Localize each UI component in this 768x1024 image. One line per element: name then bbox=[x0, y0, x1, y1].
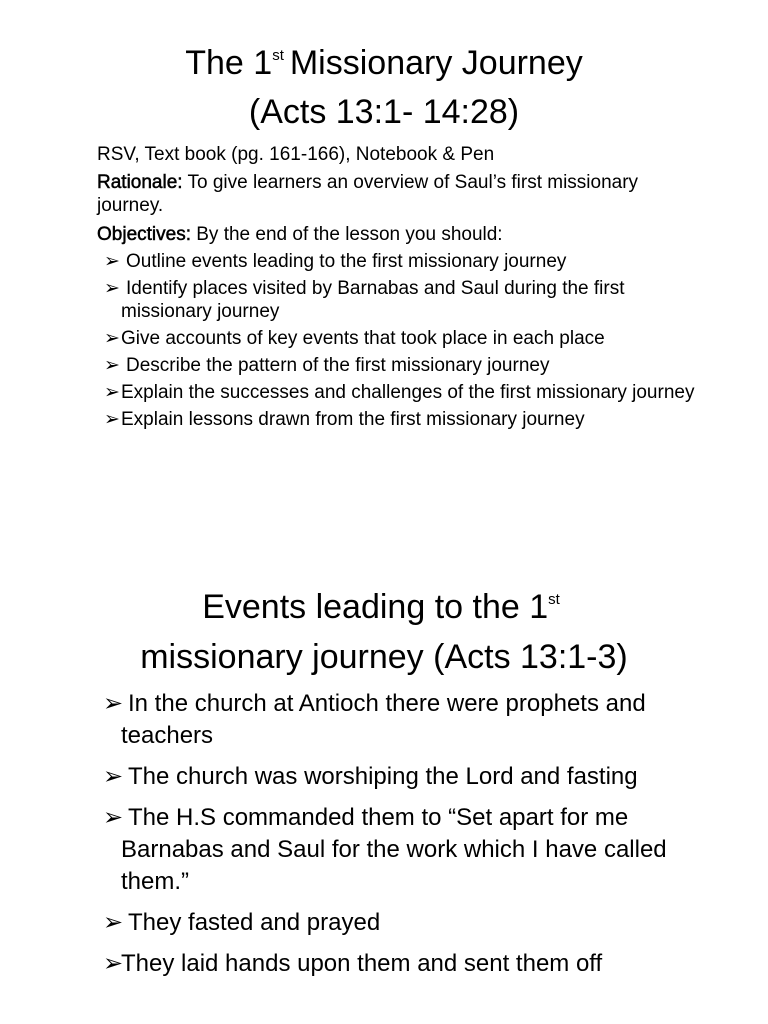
slide-2-title bbox=[0, 572, 768, 635]
arrow-bullet-icon: ➢ bbox=[104, 328, 120, 349]
list-item bbox=[103, 907, 708, 939]
objectives-label: Objectives: bbox=[97, 224, 191, 245]
slide-1-title bbox=[0, 28, 768, 91]
list-item bbox=[104, 277, 708, 323]
slide-1-subtitle: (Acts 13:1- 14:28) bbox=[248, 93, 520, 131]
arrow-bullet-icon: ➢ bbox=[104, 355, 120, 376]
list-item bbox=[103, 761, 708, 793]
arrow-bullet-icon: ➢ bbox=[104, 278, 120, 299]
event-text: They fasted and prayed bbox=[128, 909, 381, 936]
objectives-list bbox=[104, 250, 708, 435]
objective-text: Explain the successes and challenges of the first missionary journey bbox=[121, 382, 695, 403]
list-item bbox=[104, 327, 708, 350]
list-item bbox=[103, 948, 708, 980]
rationale-label: Rationale: bbox=[97, 172, 183, 193]
slide-2-subtitle: missionary journey (Acts 13:1-3) bbox=[140, 638, 628, 676]
list-item bbox=[104, 250, 708, 273]
objectives-paragraph bbox=[97, 223, 708, 246]
objective-text: Identify places visited by Barnabas and Saul during the first missionary journey bbox=[121, 278, 625, 322]
title-text-prefix: Events leading to the 1 bbox=[202, 588, 549, 626]
title-superscript: st bbox=[548, 591, 560, 608]
materials-text: RSV, Text book (pg. 161-166), Notebook & Pen bbox=[97, 144, 495, 165]
event-text: The H.S commanded them to “Set apart for me Barnabas and Saul for the work which I have called them.” bbox=[121, 804, 667, 895]
arrow-bullet-icon: ➢ bbox=[103, 690, 124, 717]
objective-text: Describe the pattern of the first missionary journey bbox=[126, 355, 550, 376]
arrow-bullet-icon: ➢ bbox=[104, 382, 120, 403]
objective-text: Explain lessons drawn from the first missionary journey bbox=[121, 409, 585, 430]
title-superscript: st bbox=[272, 47, 284, 64]
arrow-bullet-icon: ➢ bbox=[103, 804, 124, 831]
list-item bbox=[104, 408, 708, 431]
arrow-bullet-icon: ➢ bbox=[104, 251, 120, 272]
arrow-bullet-icon: ➢ bbox=[104, 409, 120, 430]
rationale-paragraph bbox=[97, 171, 708, 217]
title-text-suffix: Missionary Journey bbox=[289, 44, 583, 82]
arrow-bullet-icon: ➢ bbox=[103, 763, 124, 790]
list-item bbox=[104, 354, 708, 377]
event-text: They laid hands upon them and sent them off bbox=[121, 950, 603, 977]
event-text: In the church at Antioch there were prophets and teachers bbox=[121, 690, 646, 749]
list-item bbox=[103, 802, 708, 898]
title-text-prefix: The 1 bbox=[185, 44, 273, 82]
arrow-bullet-icon: ➢ bbox=[103, 909, 124, 936]
objective-text: Give accounts of key events that took place in each place bbox=[121, 328, 605, 349]
list-item bbox=[103, 688, 708, 752]
events-list bbox=[103, 688, 708, 989]
list-item bbox=[104, 381, 708, 404]
arrow-bullet-icon: ➢ bbox=[103, 950, 124, 977]
objectives-text: By the end of the lesson you should: bbox=[190, 224, 503, 245]
objective-text: Outline events leading to the first missionary journey bbox=[126, 251, 567, 272]
rationale-text: To give learners an overview of Saul’s first missionary journey. bbox=[97, 172, 639, 216]
event-text: The church was worshiping the Lord and fasting bbox=[128, 763, 638, 790]
